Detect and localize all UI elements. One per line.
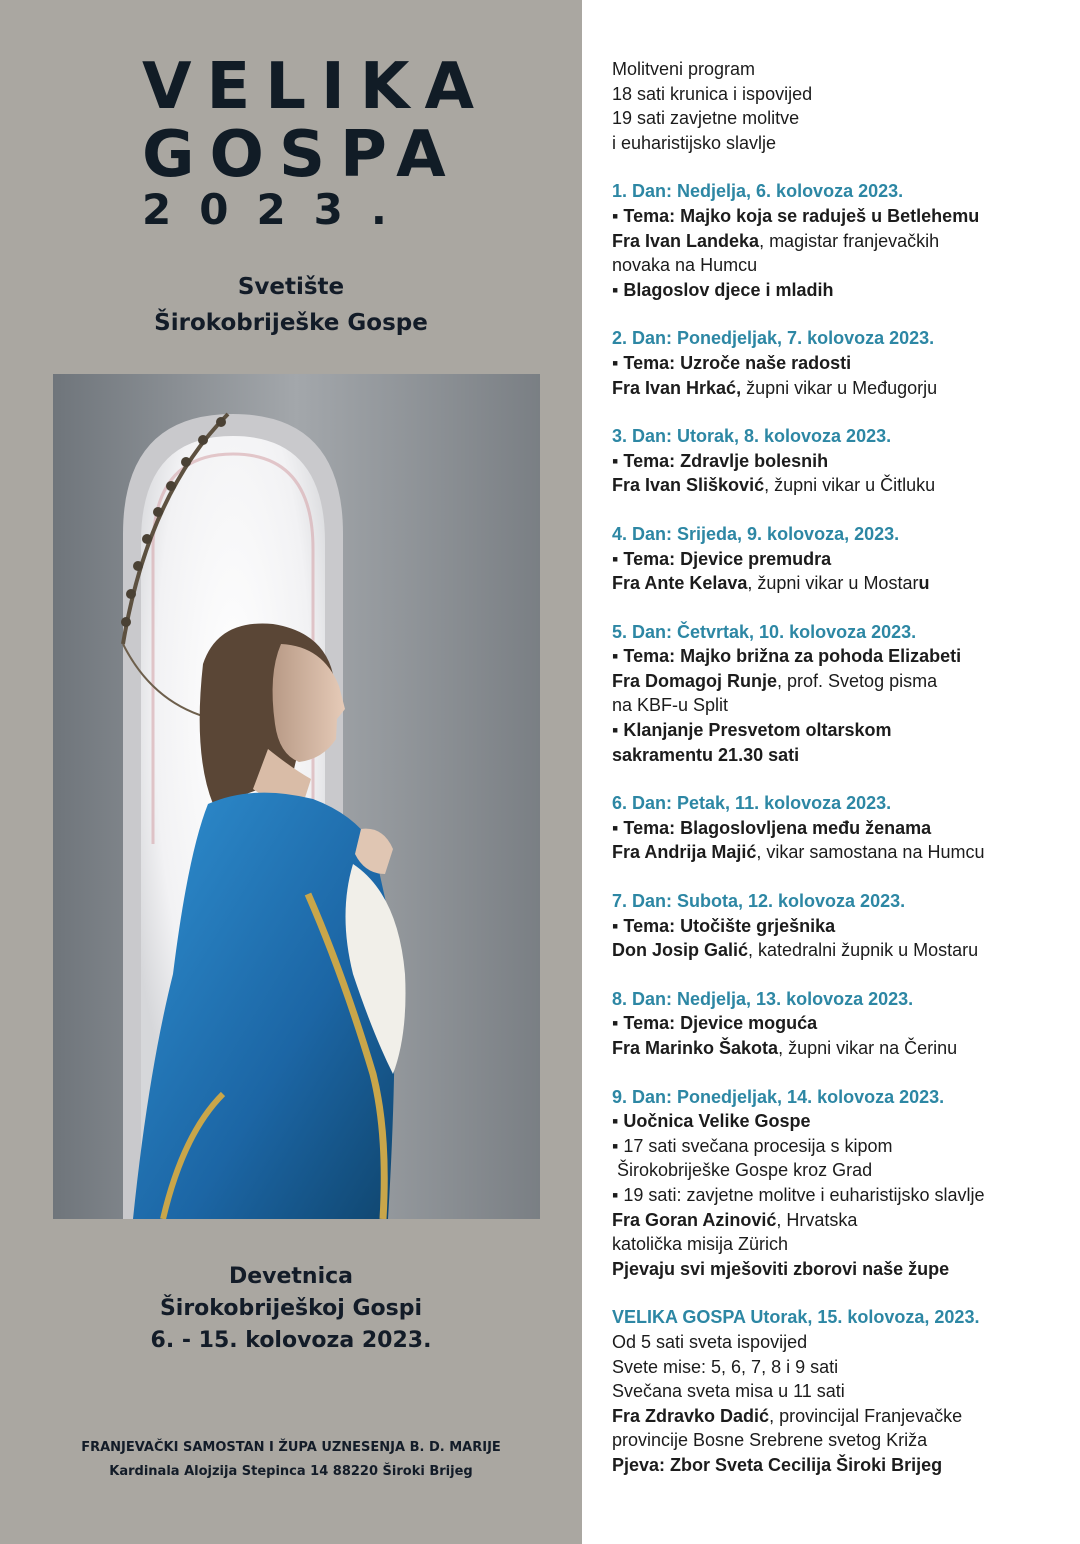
speaker-role: novaka na Humcu [612, 255, 758, 276]
bullet: ▪ [612, 817, 619, 838]
feast-line: Svečana sveta misa u 11 sati [612, 1381, 845, 1402]
title-gospa: GOSPA [142, 118, 461, 192]
day-heading: 5. Dan: Četvrtak, 10. kolovoza 2023. [612, 621, 917, 642]
intro-line: Molitveni program [612, 59, 756, 79]
intro-block [612, 57, 1067, 155]
intro-line: 19 sati zavjetne molitve [612, 108, 800, 129]
novena-dates: 6. - 15. kolovoza 2023. [150, 1328, 432, 1353]
day-heading: 3. Dan: Utorak, 8. kolovoza 2023. [612, 426, 892, 447]
novena-line-1: Devetnica [228, 1264, 354, 1289]
speaker-role: katolička misija Zürich [612, 1234, 789, 1255]
speaker-role: , vikar samostana na Humcu [756, 842, 985, 863]
day-extra: sakramentu 21.30 sati [612, 744, 800, 765]
feast-line: Od 5 sati sveta ispovijed [612, 1331, 808, 1352]
title-velika: VELIKA [142, 50, 489, 124]
day-heading: 2. Dan: Ponedjeljak, 7. kolovoza 2023. [612, 328, 935, 349]
speaker-role: , provincijal Franjevačke [769, 1405, 963, 1426]
speaker-name: Don Josip Galić [612, 940, 749, 961]
choir-line: Pjeva: Zbor Sveta Cecilija Široki Brijeg [612, 1454, 943, 1475]
day-block [612, 179, 1067, 302]
intro-line: 18 sati krunica i ispovijed [612, 83, 813, 104]
choirs-line: Pjevaju svi mješoviti zborovi naše župe [612, 1258, 950, 1279]
speaker-role: , katedralni župnik u Mostaru [748, 940, 979, 961]
footer-organization: FRANJEVAČKI SAMOSTAN I ŽUPA UZNESENJA B. D. MARIJE [81, 1440, 501, 1455]
day-block [612, 889, 1067, 963]
speaker-name: Fra Goran Azinović [612, 1209, 777, 1230]
schedule-line: 17 sati svečana procesija s kipom [623, 1135, 893, 1156]
feast-block [612, 1305, 1067, 1477]
speaker-name: Fra Zdravko Dadić [612, 1405, 770, 1426]
day-theme: Tema: Djevice moguća [623, 1013, 818, 1034]
bullet: ▪ [612, 279, 619, 300]
schedule-line: Širokobriješke Gospe kroz Grad [612, 1160, 873, 1181]
bullet: ▪ [612, 915, 619, 936]
day-block [612, 326, 1067, 400]
bullet: ▪ [612, 352, 619, 373]
speaker-name: Fra Domagoj Runje [612, 670, 778, 691]
speaker-role: , župni vikar u Čitluku [764, 475, 936, 496]
speaker-role: , magistar franjevačkih [759, 230, 940, 251]
schedule-line: 19 sati: zavjetne molitve i euharistijsko slavlje [623, 1184, 985, 1205]
day-extra: Klanjanje Presvetom oltarskom [623, 720, 892, 741]
feast-heading: VELIKA GOSPA Utorak, 15. kolovoza, 2023. [612, 1307, 980, 1328]
day-theme: Tema: Uzroče naše radosti [623, 352, 852, 373]
speaker-name: Fra Andrija Majić [612, 842, 757, 863]
day-theme: Uočnica Velike Gospe [623, 1111, 811, 1132]
speaker-name: Fra Ivan Slišković [612, 475, 765, 496]
speaker-role: provincije Bosne Srebrene svetog Križa [612, 1430, 928, 1451]
day-heading: 9. Dan: Ponedjeljak, 14. kolovoza 2023. [612, 1086, 945, 1107]
speaker-role: , prof. Svetog pisma [777, 670, 938, 691]
day-theme: Tema: Majko brižna za pohoda Elizabeti [623, 646, 962, 667]
madonna-statue-photo [53, 374, 540, 1219]
speaker-role: župni vikar u Međugorju [741, 377, 938, 398]
bullet: ▪ [612, 450, 619, 471]
title-year: 2023. [142, 185, 415, 234]
speaker-role: , župni vikar na Čerinu [778, 1038, 958, 1058]
bullet: ▪ [612, 1135, 619, 1156]
bullet: ▪ [612, 205, 619, 226]
speaker-role: , Hrvatska [776, 1209, 858, 1230]
day-heading: 8. Dan: Nedjelja, 13. kolovoza 2023. [612, 988, 914, 1009]
day-block [612, 522, 1067, 596]
day-block [612, 1085, 1067, 1282]
bullet: ▪ [612, 646, 619, 667]
program-column [612, 57, 1067, 1502]
day-heading: 1. Dan: Nedjelja, 6. kolovoza 2023. [612, 181, 904, 202]
speaker-role: , župni vikar u Mostar [747, 573, 919, 594]
speaker-name: Fra Marinko Šakota [612, 1038, 779, 1058]
day-theme: Tema: Utočište grješnika [623, 915, 836, 936]
day-block [612, 620, 1067, 768]
novena-line-2: Širokobriješkoj Gospi [159, 1296, 423, 1321]
bullet: ▪ [612, 1111, 619, 1132]
bullet: ▪ [612, 1013, 619, 1034]
intro-line: i euharistijsko slavlje [612, 132, 777, 153]
day-block [612, 987, 1067, 1061]
shrine-line-2: Širokobriješke Gospe [154, 310, 428, 336]
footer-address: Kardinala Alojzija Stepinca 14 88220 Široki Brijeg [109, 1464, 473, 1479]
day-theme: Tema: Djevice premudra [623, 548, 832, 569]
day-extra: Blagoslov djece i mladih [623, 279, 834, 300]
speaker-name: Fra Ante Kelava [612, 573, 748, 594]
feast-line: Svete mise: 5, 6, 7, 8 i 9 sati [612, 1356, 839, 1377]
day-block [612, 424, 1067, 498]
shrine-line-1: Svetište [237, 274, 345, 300]
day-theme: Tema: Blagoslovljena među ženama [623, 817, 932, 838]
bullet: ▪ [612, 1184, 619, 1205]
speaker-name: Fra Ivan Hrkać, [612, 377, 742, 398]
day-heading: 7. Dan: Subota, 12. kolovoza 2023. [612, 891, 906, 912]
speaker-role: na KBF-u Split [612, 695, 729, 716]
day-theme: Tema: Majko koja se raduješ u Betlehemu [623, 205, 980, 226]
bullet: ▪ [612, 720, 619, 741]
speaker-role-end: u [918, 573, 930, 594]
bullet: ▪ [612, 548, 619, 569]
day-block [612, 791, 1067, 865]
day-heading: 4. Dan: Srijeda, 9. kolovoza, 2023. [612, 523, 900, 544]
speaker-name: Fra Ivan Landeka [612, 230, 760, 251]
day-heading: 6. Dan: Petak, 11. kolovoza 2023. [612, 793, 892, 814]
day-theme: Tema: Zdravlje bolesnih [623, 450, 829, 471]
